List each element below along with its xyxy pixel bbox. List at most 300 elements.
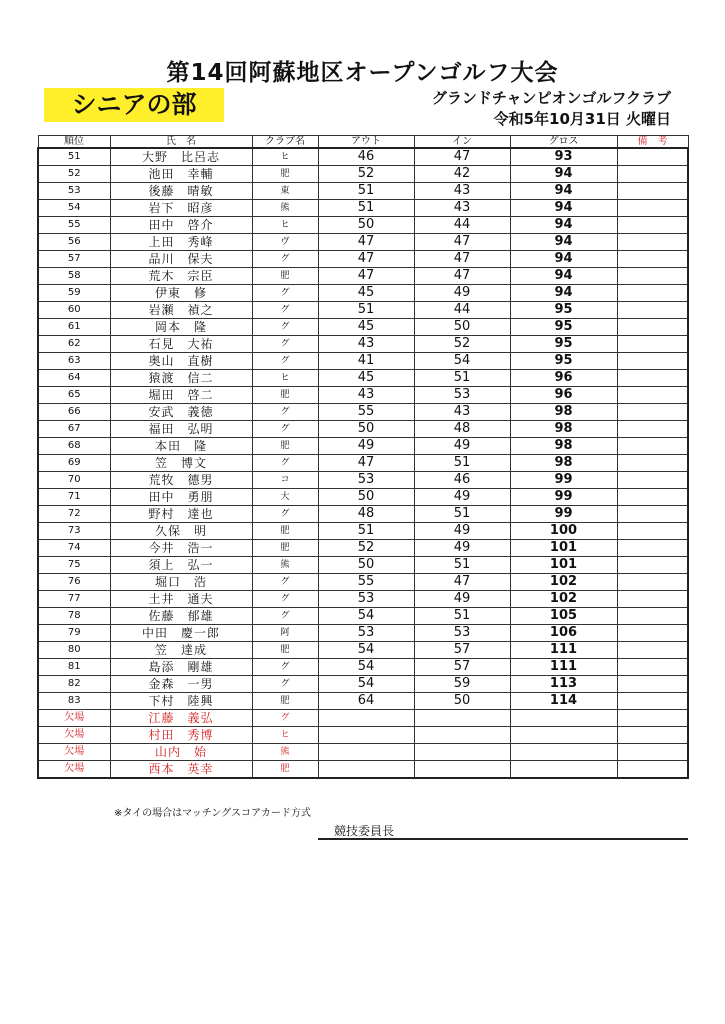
table-row (38, 693, 688, 710)
club-cell: 肥 (252, 387, 318, 404)
position-cell: 74 (38, 540, 110, 557)
gross-score-cell: 94 (510, 166, 617, 183)
out-score-cell: 51 (318, 523, 414, 540)
out-score-cell: 54 (318, 676, 414, 693)
in-score-cell: 47 (414, 148, 510, 166)
out-score-cell: 45 (318, 370, 414, 387)
table-row (38, 727, 688, 744)
out-score-cell: 53 (318, 591, 414, 608)
remarks-cell (617, 234, 688, 251)
in-score-cell: 43 (414, 404, 510, 421)
gross-score-cell: 94 (510, 234, 617, 251)
gross-score-cell: 95 (510, 319, 617, 336)
remarks-cell (617, 625, 688, 642)
club-cell: グ (252, 591, 318, 608)
name-cell: 池田 幸輔 (110, 166, 252, 183)
name-cell: 笠 達成 (110, 642, 252, 659)
signature-line (318, 838, 688, 840)
out-score-cell: 47 (318, 251, 414, 268)
position-cell: 59 (38, 285, 110, 302)
in-score-cell: 47 (414, 234, 510, 251)
club-cell: 阿 (252, 625, 318, 642)
table-row (38, 676, 688, 693)
table-row (38, 455, 688, 472)
out-score-cell: 54 (318, 659, 414, 676)
position-cell: 欠場 (38, 727, 110, 744)
column-header-gross: グロス (510, 136, 617, 149)
table-row (38, 659, 688, 676)
in-score-cell: 57 (414, 642, 510, 659)
in-score-cell: 44 (414, 302, 510, 319)
name-cell: 下村 陸興 (110, 693, 252, 710)
remarks-cell (617, 200, 688, 217)
out-score-cell: 53 (318, 472, 414, 489)
in-score-cell: 51 (414, 557, 510, 574)
club-cell: グ (252, 421, 318, 438)
club-cell: グ (252, 319, 318, 336)
out-score-cell: 43 (318, 336, 414, 353)
position-cell: 69 (38, 455, 110, 472)
out-score-cell: 47 (318, 234, 414, 251)
gross-score-cell: 94 (510, 200, 617, 217)
club-cell: グ (252, 455, 318, 472)
name-cell: 田中 勇朋 (110, 489, 252, 506)
gross-score-cell: 95 (510, 302, 617, 319)
gross-score-cell: 111 (510, 659, 617, 676)
out-score-cell: 53 (318, 625, 414, 642)
position-cell: 68 (38, 438, 110, 455)
club-cell: ヴ (252, 234, 318, 251)
table-row (38, 710, 688, 727)
club-cell: グ (252, 336, 318, 353)
position-cell: 71 (38, 489, 110, 506)
gross-score-cell: 101 (510, 540, 617, 557)
remarks-cell (617, 370, 688, 387)
gross-score-cell: 94 (510, 285, 617, 302)
remarks-cell (617, 455, 688, 472)
club-cell: 熊 (252, 557, 318, 574)
table-row (38, 319, 688, 336)
in-score-cell: 47 (414, 574, 510, 591)
remarks-cell (617, 710, 688, 727)
remarks-cell (617, 761, 688, 779)
table-row (38, 370, 688, 387)
name-cell: 岩瀬 禎之 (110, 302, 252, 319)
position-cell: 53 (38, 183, 110, 200)
remarks-cell (617, 183, 688, 200)
club-cell: 肥 (252, 761, 318, 779)
in-score-cell: 59 (414, 676, 510, 693)
table-row (38, 285, 688, 302)
name-cell: 伊東 修 (110, 285, 252, 302)
club-cell: 肥 (252, 438, 318, 455)
out-score-cell: 41 (318, 353, 414, 370)
position-cell: 70 (38, 472, 110, 489)
position-cell: 61 (38, 319, 110, 336)
name-cell: 後藤 晴敏 (110, 183, 252, 200)
position-cell: 75 (38, 557, 110, 574)
column-header-name: 氏 名 (110, 136, 252, 149)
position-cell: 66 (38, 404, 110, 421)
committee-chair-label: 競技委員長 (334, 824, 395, 838)
name-cell: 土井 通夫 (110, 591, 252, 608)
name-cell: 上田 秀峰 (110, 234, 252, 251)
in-score-cell: 52 (414, 336, 510, 353)
out-score-cell: 49 (318, 438, 414, 455)
in-score-cell: 51 (414, 608, 510, 625)
name-cell: 石見 大祐 (110, 336, 252, 353)
remarks-cell (617, 574, 688, 591)
gross-score-cell: 102 (510, 574, 617, 591)
table-row (38, 183, 688, 200)
club-cell: 熊 (252, 200, 318, 217)
out-score-cell (318, 727, 414, 744)
gross-score-cell: 94 (510, 183, 617, 200)
out-score-cell (318, 761, 414, 779)
out-score-cell: 64 (318, 693, 414, 710)
gross-score-cell: 95 (510, 336, 617, 353)
out-score-cell: 55 (318, 404, 414, 421)
club-cell: 肥 (252, 523, 318, 540)
position-cell: 65 (38, 387, 110, 404)
name-cell: 荒木 宗臣 (110, 268, 252, 285)
out-score-cell (318, 710, 414, 727)
out-score-cell: 51 (318, 302, 414, 319)
table-row (38, 421, 688, 438)
position-cell: 55 (38, 217, 110, 234)
remarks-cell (617, 421, 688, 438)
remarks-cell (617, 642, 688, 659)
remarks-cell (617, 285, 688, 302)
position-cell: 77 (38, 591, 110, 608)
table-row (38, 387, 688, 404)
table-row (38, 217, 688, 234)
remarks-cell (617, 319, 688, 336)
club-cell: 肥 (252, 642, 318, 659)
remarks-cell (617, 166, 688, 183)
name-cell: 猿渡 信二 (110, 370, 252, 387)
club-cell: 東 (252, 183, 318, 200)
name-cell: 安武 義徳 (110, 404, 252, 421)
club-cell: 熊 (252, 744, 318, 761)
name-cell: 岩下 昭彦 (110, 200, 252, 217)
remarks-cell (617, 251, 688, 268)
remarks-cell (617, 472, 688, 489)
club-cell: グ (252, 353, 318, 370)
club-cell: グ (252, 676, 318, 693)
remarks-cell (617, 336, 688, 353)
position-cell: 78 (38, 608, 110, 625)
in-score-cell (414, 761, 510, 779)
club-cell: グ (252, 659, 318, 676)
name-cell: 村田 秀博 (110, 727, 252, 744)
gross-score-cell: 96 (510, 370, 617, 387)
table-row (38, 302, 688, 319)
club-cell: グ (252, 506, 318, 523)
position-cell: 57 (38, 251, 110, 268)
table-row (38, 506, 688, 523)
name-cell: 岡本 隆 (110, 319, 252, 336)
club-cell: 肥 (252, 166, 318, 183)
club-cell: グ (252, 710, 318, 727)
out-score-cell: 45 (318, 319, 414, 336)
out-score-cell: 48 (318, 506, 414, 523)
name-cell: 荒牧 德男 (110, 472, 252, 489)
position-cell: 79 (38, 625, 110, 642)
table-row (38, 404, 688, 421)
name-cell: 奥山 直樹 (110, 353, 252, 370)
club-cell: ヒ (252, 217, 318, 234)
page-title: 第14回阿蘇地区オープンゴルフ大会 (166, 60, 559, 86)
results-table (37, 135, 689, 779)
gross-score-cell: 101 (510, 557, 617, 574)
table-row (38, 523, 688, 540)
in-score-cell: 51 (414, 455, 510, 472)
club-name: グランドチャンピオンゴルフクラブ (431, 89, 671, 107)
in-score-cell: 50 (414, 319, 510, 336)
column-header-out: アウト (318, 136, 414, 149)
position-cell: 54 (38, 200, 110, 217)
out-score-cell (318, 744, 414, 761)
out-score-cell: 43 (318, 387, 414, 404)
gross-score-cell: 94 (510, 217, 617, 234)
gross-score-cell: 98 (510, 421, 617, 438)
position-cell: 欠場 (38, 710, 110, 727)
position-cell: 58 (38, 268, 110, 285)
in-score-cell: 42 (414, 166, 510, 183)
position-cell: 76 (38, 574, 110, 591)
in-score-cell: 49 (414, 285, 510, 302)
club-cell: 肥 (252, 693, 318, 710)
table-row (38, 200, 688, 217)
remarks-cell (617, 676, 688, 693)
in-score-cell: 57 (414, 659, 510, 676)
out-score-cell: 47 (318, 268, 414, 285)
table-row (38, 608, 688, 625)
remarks-cell (617, 727, 688, 744)
table-row (38, 251, 688, 268)
column-header-club: クラブ名 (252, 136, 318, 149)
in-score-cell: 51 (414, 506, 510, 523)
remarks-cell (617, 148, 688, 166)
position-cell: 82 (38, 676, 110, 693)
in-score-cell: 47 (414, 268, 510, 285)
club-cell: ヒ (252, 148, 318, 166)
name-cell: 島添 剛雄 (110, 659, 252, 676)
in-score-cell: 51 (414, 370, 510, 387)
gross-score-cell: 93 (510, 148, 617, 166)
gross-score-cell (510, 761, 617, 779)
name-cell: 江藤 義弘 (110, 710, 252, 727)
position-cell: 欠場 (38, 761, 110, 779)
name-cell: 野村 達也 (110, 506, 252, 523)
out-score-cell: 51 (318, 183, 414, 200)
remarks-cell (617, 591, 688, 608)
club-cell: 大 (252, 489, 318, 506)
position-cell: 欠場 (38, 744, 110, 761)
tie-footnote: ※タイの場合はマッチングスコアカード方式 (114, 808, 311, 819)
out-score-cell: 45 (318, 285, 414, 302)
remarks-cell (617, 353, 688, 370)
remarks-cell (617, 557, 688, 574)
out-score-cell: 52 (318, 540, 414, 557)
position-cell: 73 (38, 523, 110, 540)
name-cell: 久保 明 (110, 523, 252, 540)
in-score-cell: 49 (414, 489, 510, 506)
table-row (38, 438, 688, 455)
club-cell: グ (252, 404, 318, 421)
remarks-cell (617, 506, 688, 523)
position-cell: 52 (38, 166, 110, 183)
in-score-cell: 47 (414, 251, 510, 268)
column-header-remarks: 備 考 (617, 136, 688, 149)
in-score-cell: 44 (414, 217, 510, 234)
position-cell: 51 (38, 148, 110, 166)
remarks-cell (617, 659, 688, 676)
gross-score-cell: 98 (510, 438, 617, 455)
in-score-cell: 53 (414, 625, 510, 642)
name-cell: 西本 英幸 (110, 761, 252, 779)
table-row (38, 761, 688, 779)
club-cell: 肥 (252, 268, 318, 285)
name-cell: 今井 浩一 (110, 540, 252, 557)
out-score-cell: 50 (318, 217, 414, 234)
gross-score-cell: 98 (510, 455, 617, 472)
in-score-cell: 49 (414, 591, 510, 608)
name-cell: 大野 比呂志 (110, 148, 252, 166)
gross-score-cell (510, 727, 617, 744)
in-score-cell: 43 (414, 200, 510, 217)
position-cell: 83 (38, 693, 110, 710)
out-score-cell: 51 (318, 200, 414, 217)
position-cell: 81 (38, 659, 110, 676)
out-score-cell: 52 (318, 166, 414, 183)
column-header-position: 順位 (38, 136, 110, 149)
table-row (38, 642, 688, 659)
out-score-cell: 50 (318, 489, 414, 506)
club-cell: ヒ (252, 370, 318, 387)
in-score-cell: 53 (414, 387, 510, 404)
gross-score-cell: 99 (510, 506, 617, 523)
results-body (38, 148, 688, 778)
event-date: 令和5年10月31日 火曜日 (493, 110, 671, 128)
in-score-cell (414, 744, 510, 761)
remarks-cell (617, 489, 688, 506)
table-row (38, 166, 688, 183)
gross-score-cell: 98 (510, 404, 617, 421)
gross-score-cell (510, 710, 617, 727)
name-cell: 田中 啓介 (110, 217, 252, 234)
in-score-cell: 50 (414, 693, 510, 710)
table-row (38, 574, 688, 591)
table-row (38, 489, 688, 506)
header-row (38, 136, 688, 149)
gross-score-cell: 99 (510, 472, 617, 489)
gross-score-cell: 102 (510, 591, 617, 608)
out-score-cell: 55 (318, 574, 414, 591)
name-cell: 須上 弘一 (110, 557, 252, 574)
in-score-cell: 43 (414, 183, 510, 200)
name-cell: 中田 慶一郎 (110, 625, 252, 642)
remarks-cell (617, 608, 688, 625)
club-cell: グ (252, 285, 318, 302)
remarks-cell (617, 268, 688, 285)
gross-score-cell: 94 (510, 251, 617, 268)
position-cell: 62 (38, 336, 110, 353)
gross-score-cell (510, 744, 617, 761)
gross-score-cell: 111 (510, 642, 617, 659)
name-cell: 品川 保夫 (110, 251, 252, 268)
gross-score-cell: 106 (510, 625, 617, 642)
name-cell: 笠 博文 (110, 455, 252, 472)
gross-score-cell: 105 (510, 608, 617, 625)
table-row (38, 234, 688, 251)
table-row (38, 540, 688, 557)
position-cell: 80 (38, 642, 110, 659)
name-cell: 堀口 浩 (110, 574, 252, 591)
position-cell: 63 (38, 353, 110, 370)
gross-score-cell: 113 (510, 676, 617, 693)
table-row (38, 625, 688, 642)
name-cell: 本田 隆 (110, 438, 252, 455)
remarks-cell (617, 387, 688, 404)
remarks-cell (617, 438, 688, 455)
name-cell: 金森 一男 (110, 676, 252, 693)
gross-score-cell: 100 (510, 523, 617, 540)
remarks-cell (617, 404, 688, 421)
remarks-cell (617, 302, 688, 319)
in-score-cell: 49 (414, 523, 510, 540)
division-label: シニアの部 (44, 88, 224, 122)
remarks-cell (617, 217, 688, 234)
in-score-cell: 54 (414, 353, 510, 370)
name-cell: 山内 始 (110, 744, 252, 761)
remarks-cell (617, 540, 688, 557)
table-row (38, 353, 688, 370)
in-score-cell: 48 (414, 421, 510, 438)
gross-score-cell: 114 (510, 693, 617, 710)
club-cell: グ (252, 302, 318, 319)
position-cell: 67 (38, 421, 110, 438)
club-cell: ヒ (252, 727, 318, 744)
table-row (38, 472, 688, 489)
position-cell: 60 (38, 302, 110, 319)
position-cell: 64 (38, 370, 110, 387)
name-cell: 福田 弘明 (110, 421, 252, 438)
table-row (38, 268, 688, 285)
club-cell: 肥 (252, 540, 318, 557)
club-cell: コ (252, 472, 318, 489)
in-score-cell: 49 (414, 540, 510, 557)
position-cell: 72 (38, 506, 110, 523)
remarks-cell (617, 693, 688, 710)
table-row (38, 591, 688, 608)
club-cell: グ (252, 574, 318, 591)
out-score-cell: 50 (318, 557, 414, 574)
in-score-cell (414, 710, 510, 727)
table-row (38, 148, 688, 166)
name-cell: 佐藤 郁雄 (110, 608, 252, 625)
club-cell: グ (252, 251, 318, 268)
in-score-cell: 49 (414, 438, 510, 455)
out-score-cell: 54 (318, 642, 414, 659)
gross-score-cell: 95 (510, 353, 617, 370)
gross-score-cell: 94 (510, 268, 617, 285)
out-score-cell: 46 (318, 148, 414, 166)
club-cell: グ (252, 608, 318, 625)
out-score-cell: 54 (318, 608, 414, 625)
gross-score-cell: 96 (510, 387, 617, 404)
